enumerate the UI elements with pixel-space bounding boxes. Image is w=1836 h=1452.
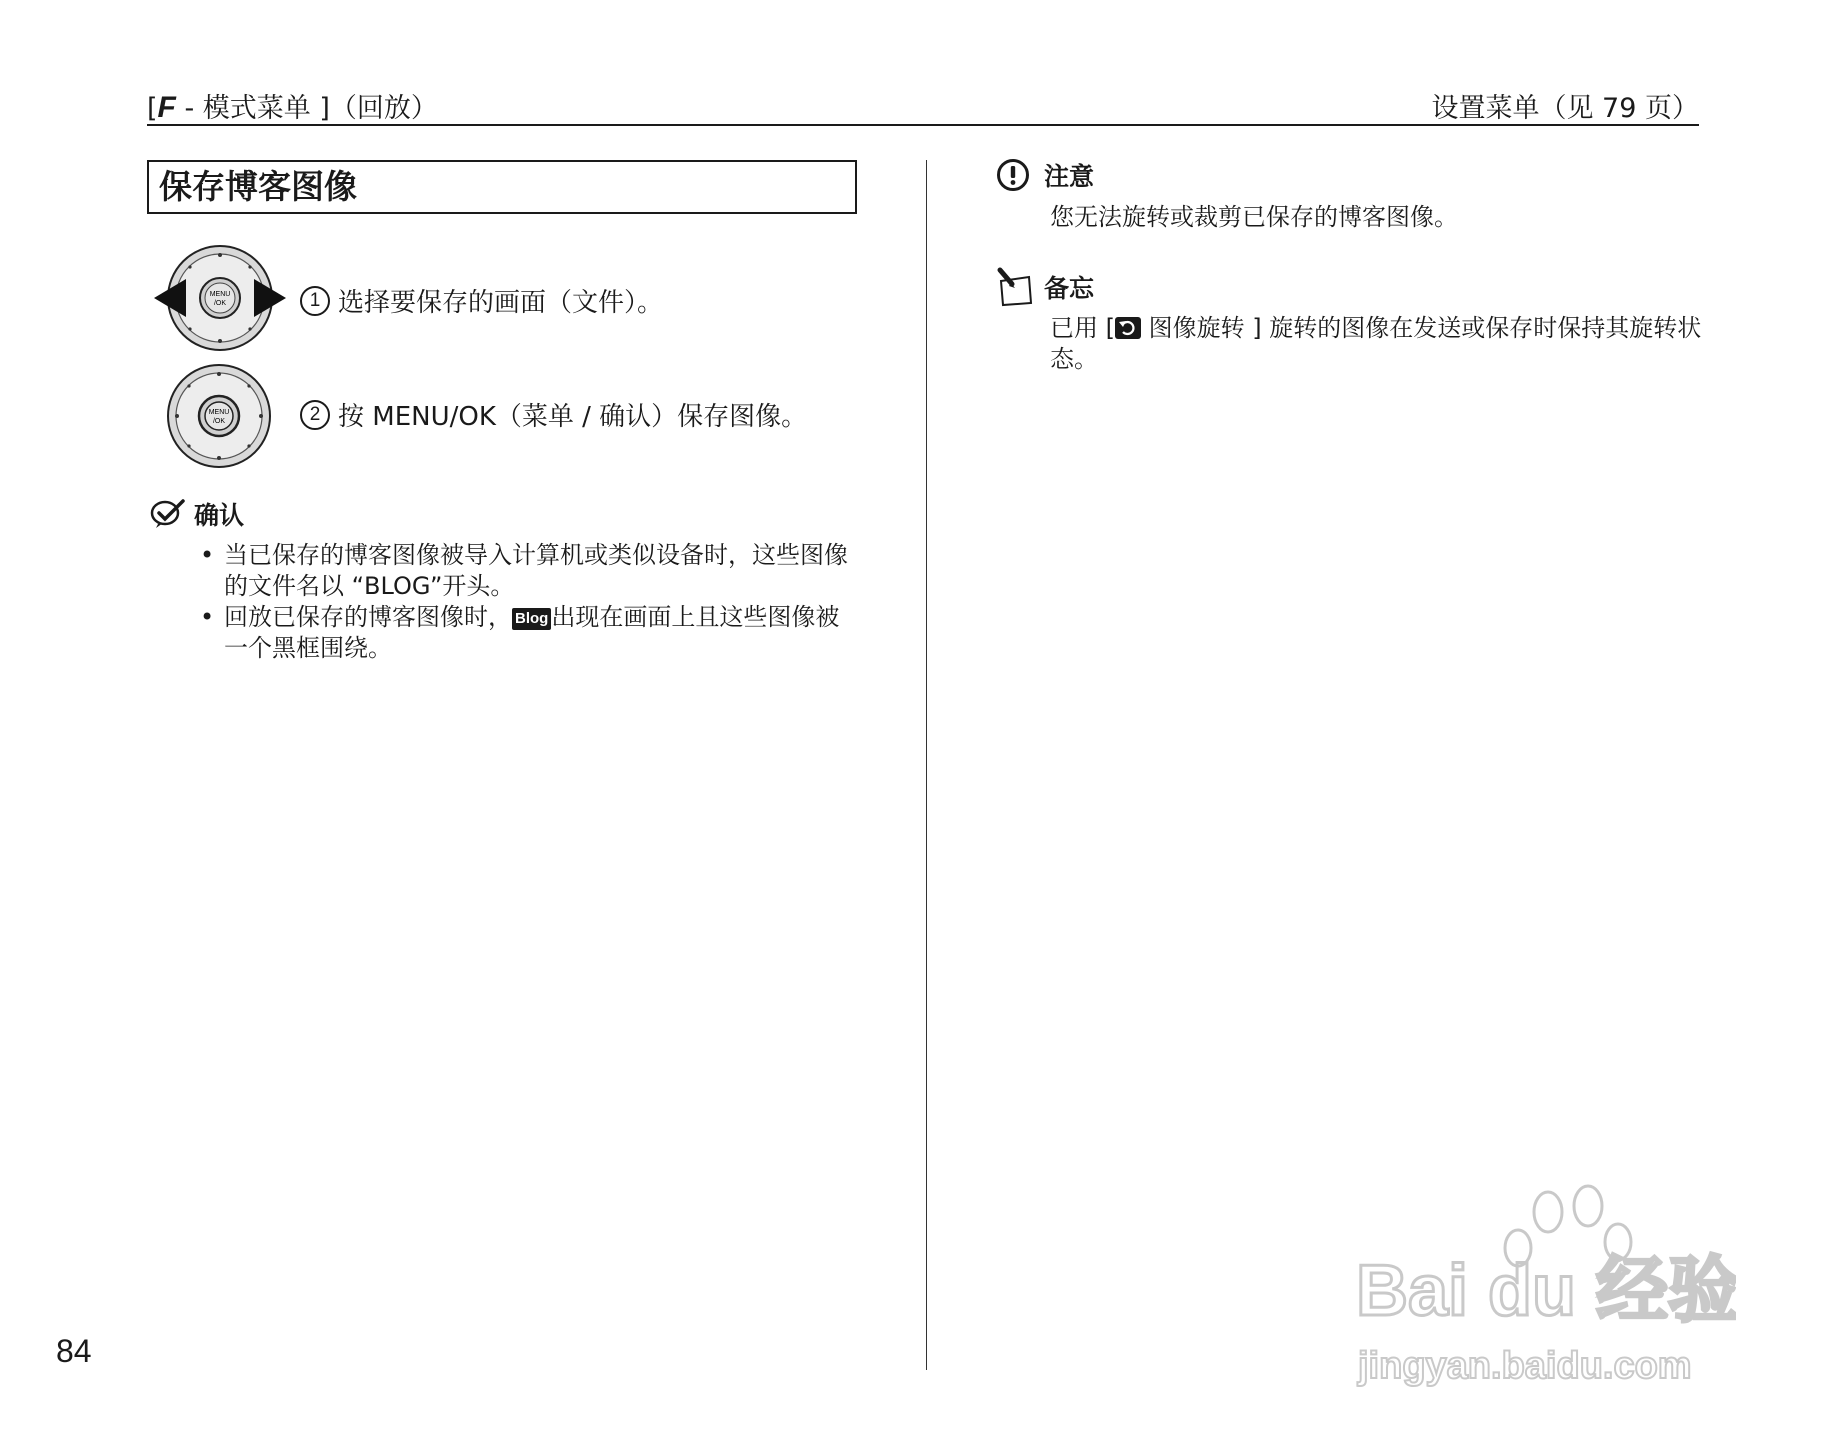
column-divider	[926, 160, 927, 1370]
step-1	[300, 282, 663, 319]
dial-label: /OK	[212, 418, 226, 425]
memo-text-before: 已用 [	[1050, 314, 1115, 342]
watermark-brand: Bai du 经验	[1356, 1251, 1736, 1331]
rotate-icon	[1115, 317, 1141, 339]
confirm-heading: 确认	[194, 501, 245, 530]
header-rule	[147, 124, 1699, 126]
memo-heading: 备忘	[1044, 274, 1095, 303]
step-text: 选择要保存的画面（文件）。	[338, 288, 664, 318]
confirm-item-text: 当已保存的博客图像被导入计算机或类似设备时，这些图像的文件名以 “BLOG”开头。	[224, 541, 848, 600]
dial-menu-ok-icon	[164, 362, 274, 470]
blog-badge-icon: Blog	[512, 608, 551, 630]
baidu-paw-logo-icon	[1336, 1180, 1736, 1400]
memo-text	[1050, 313, 1710, 375]
confirm-item-text: 出现在画面上且这些图像被一个黑框围绕。	[224, 603, 840, 662]
caution-text: 您无法旋转或裁剪已保存的博客图像。	[1050, 203, 1458, 231]
watermark-url: jingyan.baidu.com	[1358, 1345, 1692, 1387]
memo-text-after: 图像旋转 ] 旋转的图像在发送或保存时保持其旋转状态。	[1050, 314, 1702, 373]
header-bracket: [	[147, 93, 158, 124]
memo-pencil-icon	[996, 267, 1034, 307]
header-left	[147, 86, 438, 125]
list-item	[198, 602, 863, 664]
caution-heading-row	[996, 157, 1094, 193]
section-title: 保存博客图像	[147, 160, 857, 214]
dial-label: MENU	[209, 291, 231, 298]
dial-label: MENU	[208, 409, 230, 416]
confirm-item-text: 回放已保存的博客图像时，	[224, 603, 512, 631]
header-left-text: - 模式菜单 ]（回放）	[184, 93, 438, 124]
f-mode-logo: F	[157, 91, 176, 124]
dial-label: /OK	[213, 300, 227, 307]
exclamation-circle-icon	[996, 158, 1030, 192]
memo-heading-row	[996, 267, 1094, 307]
step-number: 1	[300, 286, 330, 316]
watermark	[1336, 1180, 1736, 1400]
caution-heading: 注意	[1044, 162, 1095, 191]
confirm-heading-row	[150, 496, 244, 532]
list-item	[198, 540, 863, 602]
step-text: 按 MENU/OK（菜单 / 确认）保存图像。	[338, 402, 808, 432]
step-number: 2	[300, 400, 330, 430]
confirm-list	[198, 540, 863, 664]
check-bubble-icon	[150, 499, 186, 529]
header-right-text: 设置菜单（见 79 页）	[1431, 93, 1699, 124]
page-number: 84	[56, 1333, 92, 1369]
dial-left-right-icon	[150, 243, 290, 353]
step-2	[300, 396, 807, 433]
